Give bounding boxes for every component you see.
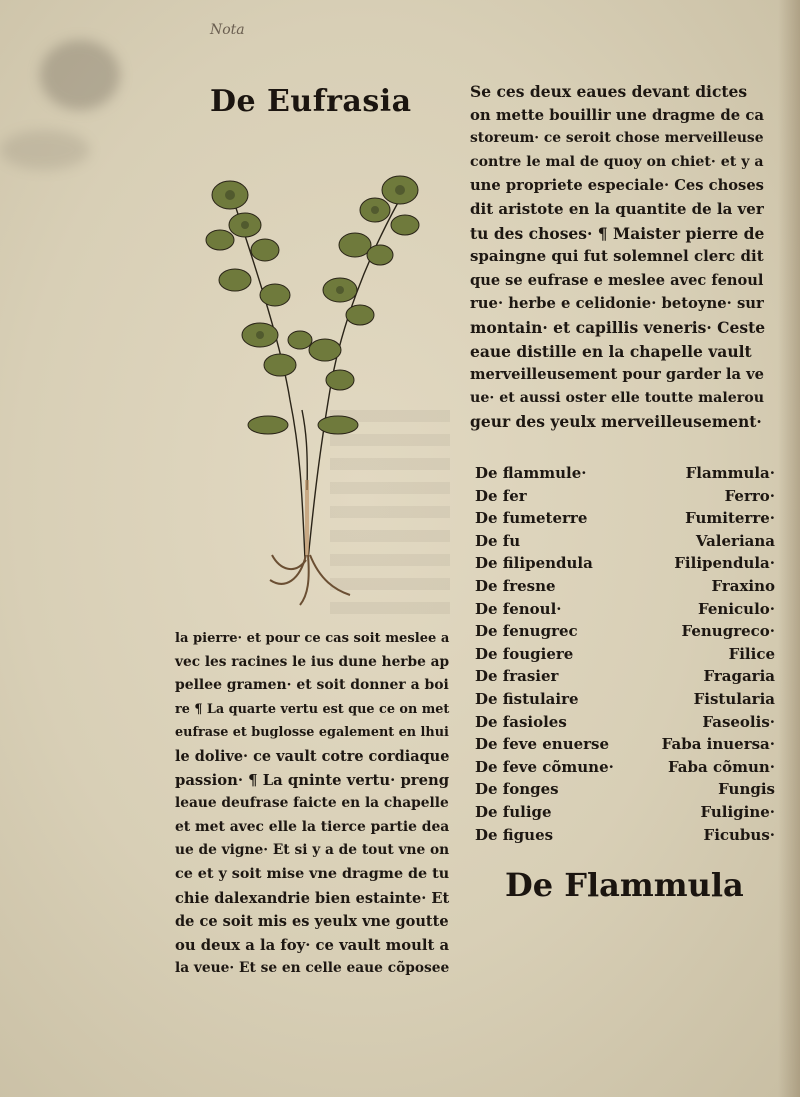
latin-name: Fistularia bbox=[693, 689, 775, 708]
latin-name: Fraxino bbox=[711, 576, 775, 595]
index-row bbox=[475, 620, 775, 643]
french-name: De fer bbox=[475, 486, 527, 505]
plant-leaf bbox=[248, 416, 288, 434]
plant-leaf bbox=[219, 269, 251, 291]
text-line: vec les racines le ius dune herbe ap bbox=[175, 653, 450, 670]
plant-leaf bbox=[318, 416, 358, 434]
ink-stain bbox=[0, 130, 90, 170]
text-line: eufrase et buglosse egalement en lhui bbox=[175, 725, 449, 741]
text-line: pellee gramen· et soit donner a boi bbox=[175, 677, 449, 694]
index-row bbox=[475, 530, 775, 553]
plant-leaf bbox=[264, 354, 296, 376]
left-text-column bbox=[175, 627, 455, 981]
index-row bbox=[475, 598, 775, 621]
index-row bbox=[475, 485, 775, 508]
section-title-eufrasia: De Eufrasia bbox=[210, 84, 412, 119]
index-row bbox=[475, 688, 775, 711]
text-line: contre le mal de quoy on chiet· et y a bbox=[470, 153, 764, 170]
text-line: eaue distille en la chapelle vault bbox=[470, 341, 752, 361]
herb-name-index bbox=[475, 462, 775, 846]
french-name: De fulige bbox=[475, 802, 552, 821]
latin-name: Faseolis· bbox=[702, 712, 775, 731]
text-line: de ce soit mis es yeulx vne goutte bbox=[175, 913, 449, 931]
text-line: on mette bouillir une dragme de ca bbox=[470, 106, 764, 124]
latin-name: Fumiterre· bbox=[685, 509, 775, 528]
text-line: chie dalexandrie bien estainte· Et bbox=[175, 889, 450, 907]
text-line: une propriete especiale· Ces choses bbox=[470, 177, 764, 195]
plant-leaf bbox=[367, 245, 393, 265]
text-line: geur des yeulx merveilleusement· bbox=[470, 412, 762, 432]
latin-name: Fragaria bbox=[703, 667, 775, 686]
french-name: De filipendula bbox=[475, 554, 593, 573]
latin-name: Filice bbox=[728, 644, 775, 663]
french-name: De fresne bbox=[475, 576, 556, 595]
latin-name: Faba inuersa· bbox=[661, 735, 775, 754]
french-name: De fougiere bbox=[475, 644, 574, 663]
french-name: De feve enuerse bbox=[475, 735, 610, 754]
plant-leaf bbox=[339, 233, 371, 257]
index-row bbox=[475, 643, 775, 666]
plant-leaf bbox=[288, 331, 312, 349]
french-name: De fenoul· bbox=[475, 599, 562, 618]
text-line: montain· et capillis veneris· Ceste bbox=[470, 317, 766, 337]
text-line: storeum· ce seroit chose merveilleuse bbox=[470, 130, 764, 147]
french-name: De fasioles bbox=[475, 712, 567, 731]
index-row bbox=[475, 552, 775, 575]
french-name: De fonges bbox=[475, 780, 559, 799]
index-row bbox=[475, 801, 775, 824]
plant-leaf bbox=[251, 239, 279, 261]
latin-name: Fuligine· bbox=[700, 802, 775, 821]
text-line: passion· ¶ La qninte vertu· preng bbox=[175, 771, 450, 789]
ink-stain bbox=[40, 40, 120, 110]
section-title-flammula: De Flammula bbox=[505, 866, 744, 904]
text-line: que se eufrase e meslee avec fenoul bbox=[470, 271, 764, 289]
index-row bbox=[475, 575, 775, 598]
french-name: De feve cõmune· bbox=[475, 757, 614, 776]
text-line: Se ces deux eaues devant dictes bbox=[470, 82, 748, 101]
french-name: De fenugrec bbox=[475, 622, 578, 641]
plant-leaf bbox=[260, 284, 290, 306]
text-line: merveilleusement pour garder la ve bbox=[470, 366, 765, 384]
plant-leaf bbox=[326, 370, 354, 390]
text-line: re ¶ La quarte vertu est que ce on met bbox=[175, 701, 450, 717]
latin-name: Filipendula· bbox=[674, 554, 775, 573]
page-edge-shadow bbox=[778, 0, 800, 1097]
french-name: De fu bbox=[475, 531, 521, 550]
text-line: tu des choses· ¶ Maister pierre de bbox=[470, 223, 765, 243]
index-row bbox=[475, 756, 775, 779]
latin-name: Feniculo· bbox=[698, 599, 775, 618]
text-line: ue de vigne· Et si y a de tout vne on bbox=[175, 842, 450, 859]
french-name: De fistulaire bbox=[475, 689, 579, 708]
latin-name: Ferro· bbox=[724, 486, 775, 505]
plant-leaf bbox=[346, 305, 374, 325]
french-name: De frasier bbox=[475, 667, 559, 686]
margin-note: Nota bbox=[210, 22, 245, 38]
plant-leaf bbox=[309, 339, 341, 361]
latin-name: Flammula· bbox=[685, 464, 775, 482]
eufrasia-plant-illustration bbox=[190, 150, 430, 610]
text-line: spaingne qui fut solemnel clerc dit bbox=[470, 247, 764, 266]
text-line: leaue deufrase faicte en la chapelle bbox=[175, 795, 449, 812]
text-line: ou deux a la foy· ce vault moult a bbox=[175, 936, 450, 954]
text-line: le dolive· ce vault cotre cordiaque bbox=[175, 747, 450, 765]
index-row bbox=[475, 507, 775, 530]
latin-name: Fungis bbox=[718, 780, 775, 799]
french-name: De figues bbox=[475, 825, 554, 844]
index-row bbox=[475, 824, 775, 847]
latin-name: Ficubus· bbox=[703, 825, 775, 844]
plant-leaf bbox=[391, 215, 419, 235]
text-line: ce et y soit mise vne dragme de tu bbox=[175, 865, 450, 882]
index-row bbox=[475, 711, 775, 734]
text-line: dit aristote en la quantite de la ver bbox=[470, 199, 764, 218]
french-name: De fumeterre bbox=[475, 509, 588, 528]
latin-name: Valeriana bbox=[695, 531, 775, 550]
index-row bbox=[475, 462, 775, 485]
index-row bbox=[475, 665, 775, 688]
text-line: ue· et aussi oster elle toutte malerou bbox=[470, 389, 765, 406]
latin-name: Faba cõmun· bbox=[667, 757, 775, 776]
plant-leaf bbox=[206, 230, 234, 250]
index-row bbox=[475, 778, 775, 801]
text-line: la pierre· et pour ce cas soit meslee a bbox=[175, 631, 450, 646]
latin-name: Fenugreco· bbox=[681, 622, 775, 641]
right-text-column bbox=[470, 80, 770, 434]
plant-root bbox=[310, 555, 350, 595]
text-line: rue· herbe e celidonie· betoyne· sur bbox=[470, 295, 764, 313]
french-name: De flammule· bbox=[475, 464, 587, 482]
text-line: et met avec elle la tierce partie dea bbox=[175, 818, 450, 835]
text-line: la veue· Et se en celle eaue cõposee bbox=[175, 960, 450, 977]
plant-root bbox=[272, 555, 306, 569]
index-row bbox=[475, 733, 775, 756]
